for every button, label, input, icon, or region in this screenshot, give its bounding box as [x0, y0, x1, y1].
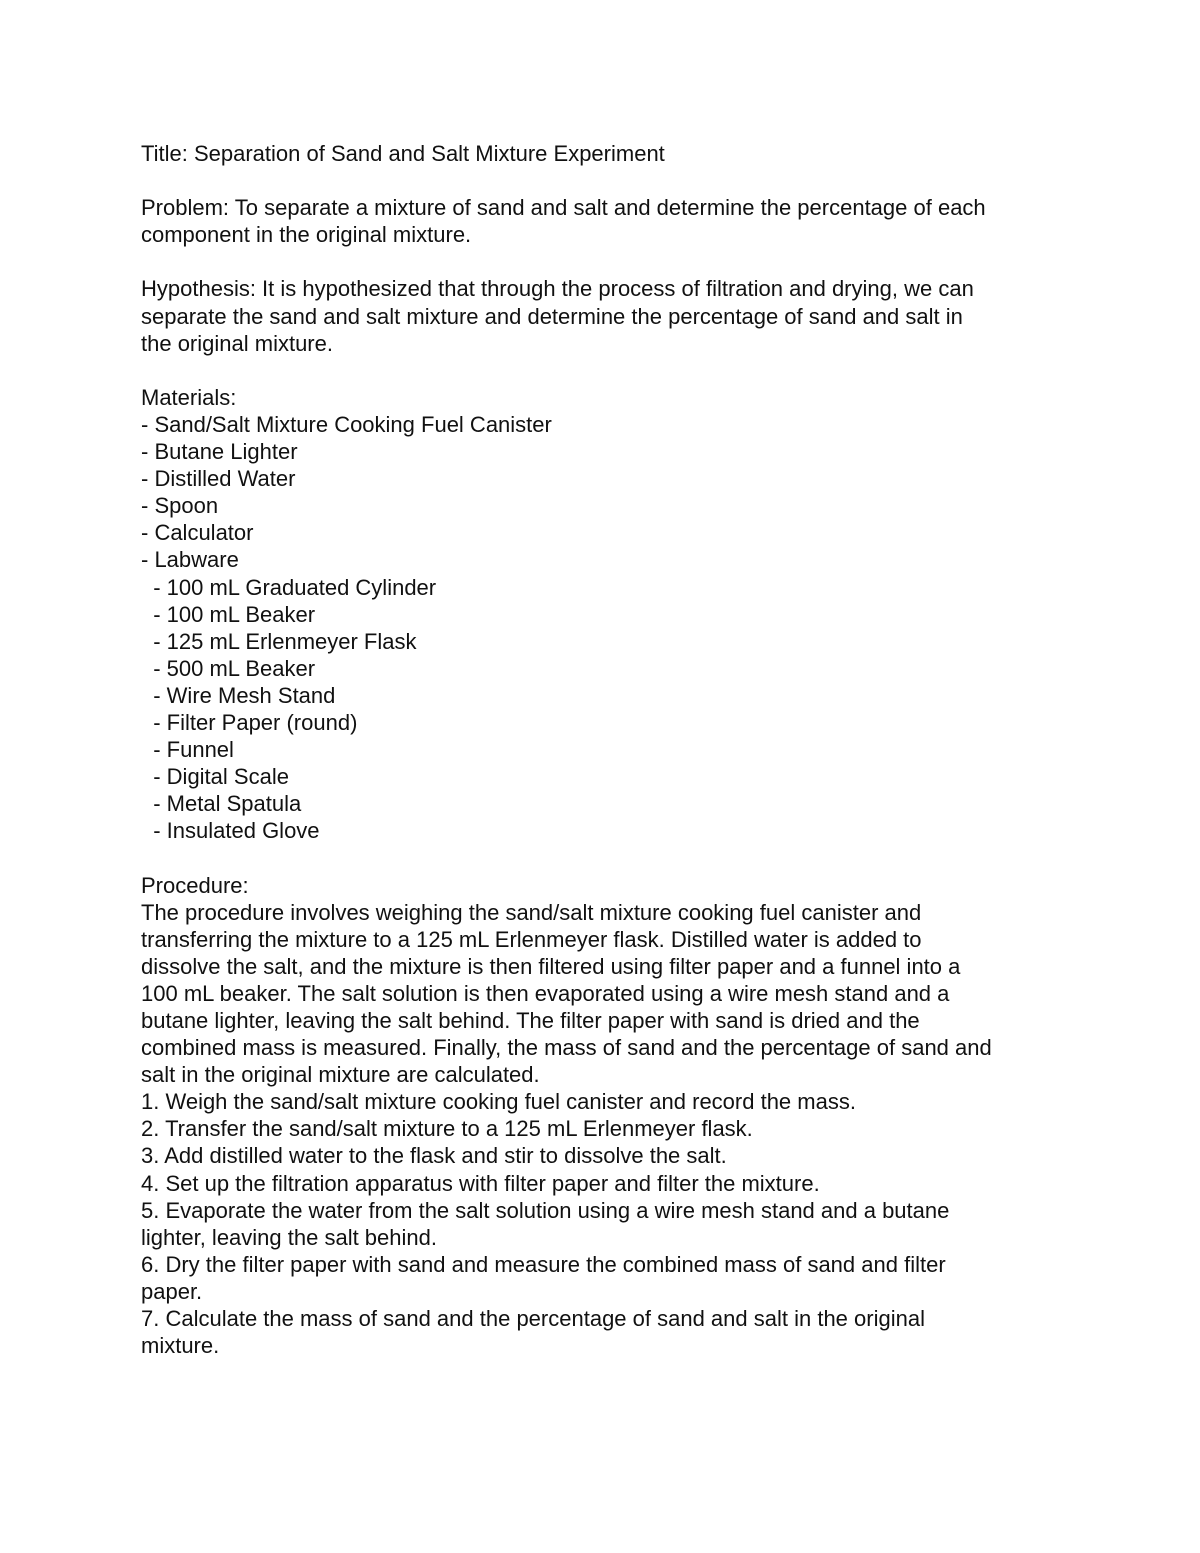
procedure-heading: Procedure:: [141, 872, 249, 898]
labware-item: - 100 mL Graduated Cylinder: [141, 574, 437, 600]
hypothesis-line: the original mixture.: [141, 330, 333, 356]
procedure-step: 1. Weigh the sand/salt mixture cooking fuel canister and record the mass.: [141, 1089, 856, 1115]
materials-item: - Calculator: [141, 520, 254, 546]
labware-item: - Digital Scale: [141, 764, 289, 790]
procedure-step: 7. Calculate the mass of sand and the percentage of sand and salt in the original: [141, 1306, 925, 1332]
hypothesis-section: [141, 275, 1061, 356]
procedure-summary-line: dissolve the salt, and the mixture is then filtered using filter paper and a funnel into a: [141, 953, 961, 979]
spacer: [141, 248, 1061, 275]
spacer: [141, 357, 1061, 384]
labware-item: - 125 mL Erlenmeyer Flask: [141, 628, 417, 654]
problem-section: [141, 194, 1061, 248]
procedure-step: mixture.: [141, 1333, 220, 1359]
labware-item: - 100 mL Beaker: [141, 601, 316, 627]
labware-item: - Insulated Glove: [141, 818, 320, 844]
labware-item: - Funnel: [141, 737, 234, 763]
procedure-step: 3. Add distilled water to the flask and stir to dissolve the salt.: [141, 1143, 727, 1169]
materials-item: - Distilled Water: [141, 466, 296, 492]
procedure-step: 4. Set up the filtration apparatus with filter paper and filter the mixture.: [141, 1170, 820, 1196]
materials-item: - Spoon: [141, 493, 219, 519]
procedure-step: 2. Transfer the sand/salt mixture to a 125 mL Erlenmeyer flask.: [141, 1116, 753, 1142]
materials-item: - Butane Lighter: [141, 439, 298, 465]
materials-heading: Materials:: [141, 384, 237, 410]
labware-item: - 500 mL Beaker: [141, 655, 316, 681]
problem-line: Problem: To separate a mixture of sand and salt and determine the percentage of each: [141, 195, 986, 221]
labware-item: - Metal Spatula: [141, 791, 302, 817]
procedure-summary-line: The procedure involves weighing the sand/salt mixture cooking fuel canister and: [141, 899, 922, 925]
procedure-step: paper.: [141, 1278, 203, 1304]
procedure-summary-line: 100 mL beaker. The salt solution is then evaporated using a wire mesh stand and a: [141, 980, 950, 1006]
procedure-summary-line: salt in the original mixture are calculated.: [141, 1062, 540, 1088]
labware-item: - Filter Paper (round): [141, 709, 358, 735]
hypothesis-line: separate the sand and salt mixture and determine the percentage of sand and salt in: [141, 303, 963, 329]
hypothesis-line: Hypothesis: It is hypothesized that through the process of filtration and drying, we can: [141, 276, 974, 302]
materials-section: [141, 384, 1061, 845]
procedure-summary-line: butane lighter, leaving the salt behind. The filter paper with sand is dried and the: [141, 1008, 920, 1033]
procedure-summary-line: combined mass is measured. Finally, the mass of sand and the percentage of sand and: [141, 1035, 992, 1061]
problem-line: component in the original mixture.: [141, 222, 472, 248]
procedure-step: lighter, leaving the salt behind.: [141, 1224, 437, 1250]
spacer: [141, 167, 1061, 194]
materials-item: - Sand/Salt Mixture Cooking Fuel Canister: [141, 411, 552, 437]
labware-item: - Wire Mesh Stand: [141, 682, 336, 708]
procedure-section: [141, 872, 1061, 1360]
materials-item: - Labware: [141, 547, 239, 573]
spacer: [141, 844, 1061, 871]
procedure-step: 5. Evaporate the water from the salt solution using a wire mesh stand and a butane: [141, 1197, 950, 1223]
procedure-step: 6. Dry the filter paper with sand and measure the combined mass of sand and filter: [141, 1251, 946, 1277]
document-page: [141, 140, 1061, 1359]
procedure-summary-line: transferring the mixture to a 125 mL Erlenmeyer flask. Distilled water is added to: [141, 926, 922, 952]
document-title: Title: Separation of Sand and Salt Mixture Experiment: [141, 141, 665, 166]
